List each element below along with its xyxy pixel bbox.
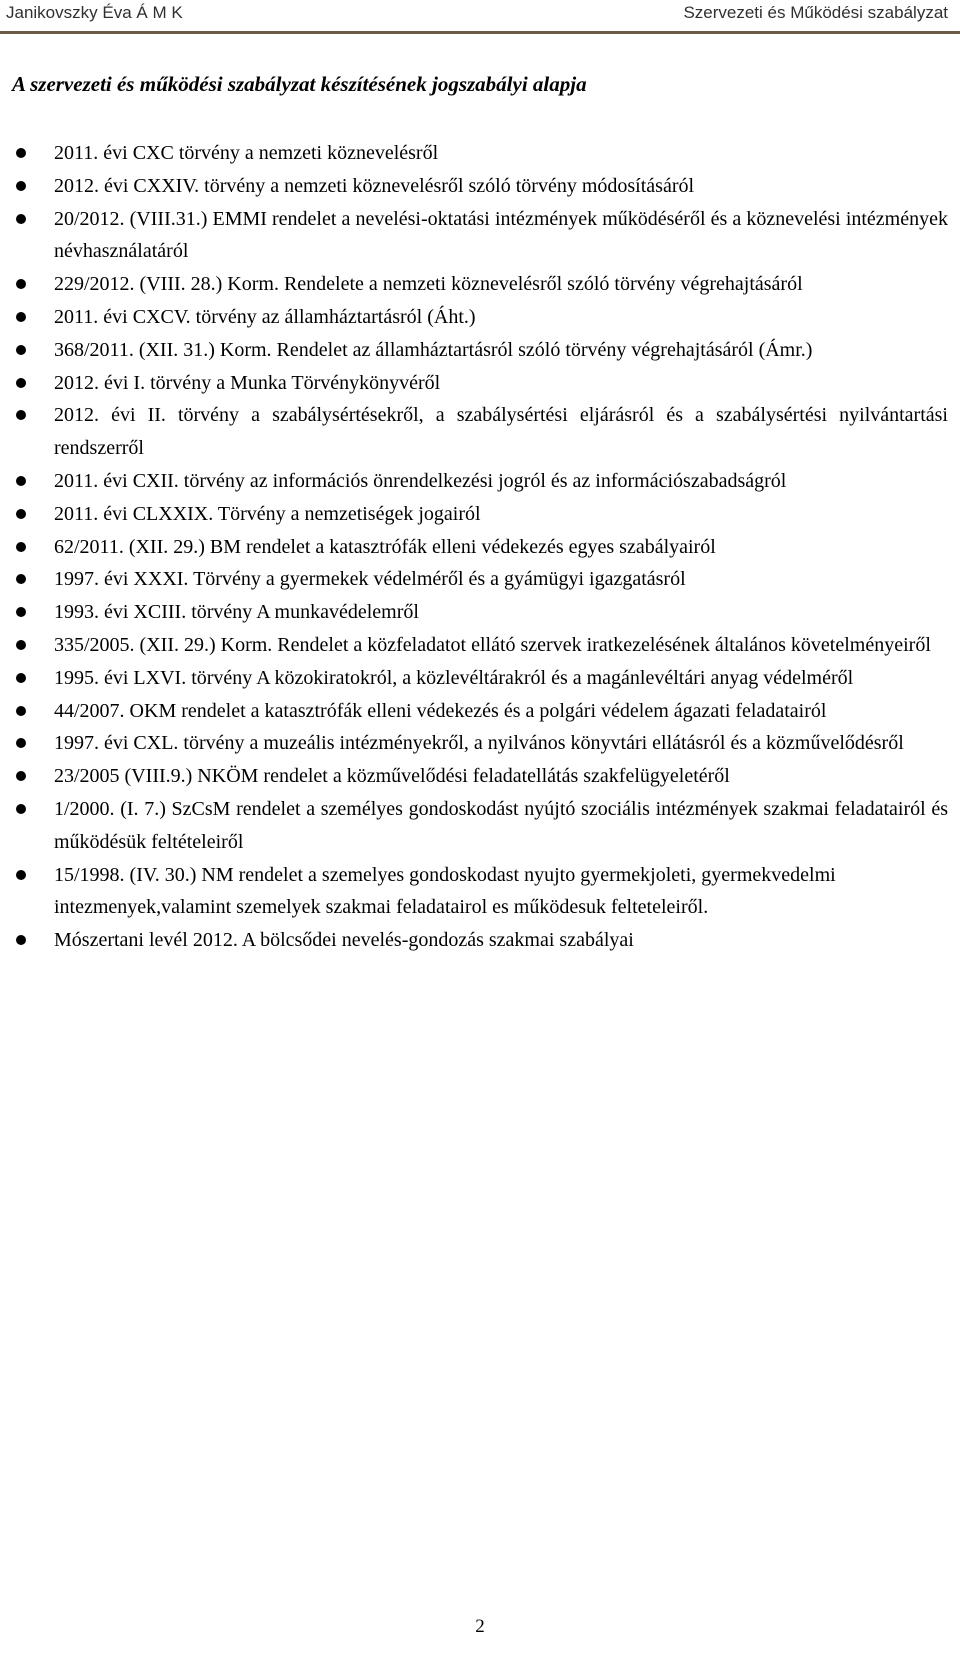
list-item — [0, 596, 960, 629]
list-item-text: Mószertani levél 2012. A bölcsődei nevelés-gondozás szakmai szabályai — [54, 929, 634, 952]
list-item-text: 2012. évi I. törvény a Munka Törvénykönyvéről — [54, 371, 441, 394]
bullet-icon — [16, 640, 26, 650]
bullet-icon — [16, 771, 26, 781]
list-item — [0, 268, 960, 301]
document-title: A szervezeti és működési szabályzat készítésének jogszabályi alapja — [12, 72, 587, 96]
list-item-text: 44/2007. OKM rendelet a katasztrófák elleni védekezés és a polgári védelem ágazati feladatairól — [54, 699, 827, 722]
list-item-text: 20/2012. (VIII.31.) EMMI rendelet a nevelési-oktatási intézmények működéséről és a köznevelési intézmények névhasználatáról — [54, 207, 948, 263]
bullet-icon — [16, 738, 26, 748]
list-item — [0, 563, 960, 596]
bullet-icon — [16, 279, 26, 289]
list-item-text: 2011. évi CXCV. törvény az államháztartásról (Áht.) — [54, 305, 476, 328]
list-item — [0, 859, 960, 925]
list-item-text: 2011. évi CXII. törvény az információs önrendelkezési jogról és az információszabadságról — [54, 469, 787, 492]
list-item-text: 368/2011. (XII. 31.) Korm. Rendelet az államháztartásról szóló törvény végrehajtásáról (Ámr.) — [54, 338, 813, 361]
bullet-icon — [16, 673, 26, 683]
bullet-icon — [16, 509, 26, 519]
list-item — [0, 924, 960, 957]
list-item — [0, 760, 960, 793]
list-item — [0, 367, 960, 400]
list-item-text: 2012. évi II. törvény a szabálysértésekről, a szabálysértési eljárásról és a szabálysértési nyilvántartási rendszerről — [54, 404, 948, 460]
bullet-icon — [16, 870, 26, 880]
list-item — [0, 170, 960, 203]
list-item-text: 62/2011. (XII. 29.) BM rendelet a katasztrófák elleni védekezés egyes szabályairól — [54, 535, 716, 558]
list-item — [0, 137, 960, 170]
bullet-icon — [16, 312, 26, 322]
list-item-text: 1995. évi LXVI. törvény A közokiratokról, a közlevéltárakról és a magánlevéltári anyag védelméről — [54, 666, 854, 689]
bullet-icon — [16, 542, 26, 552]
list-item-text: 1997. évi XXXI. Törvény a gyermekek védelméről és a gyámügyi igazgatásról — [54, 568, 686, 591]
page-header — [0, 0, 960, 34]
list-item — [0, 203, 960, 269]
bullet-icon — [16, 378, 26, 388]
list-item — [0, 465, 960, 498]
list-item-text: 15/1998. (IV. 30.) NM rendelet a szemelyes gondoskodast nyujto gyermekjoleti, gyermekvedelmi intezmenyek,valamint szemelyek szakmai feladatairol es működesuk felteteleiről. — [54, 863, 836, 919]
list-item — [0, 695, 960, 728]
bullet-icon — [16, 148, 26, 158]
list-item-text: 23/2005 (VIII.9.) NKÖM rendelet a közművelődési feladatellátás szakfelügyeletéről — [54, 765, 730, 788]
legal-basis-list — [0, 137, 960, 957]
list-item — [0, 629, 960, 662]
list-item-text: 1/2000. (I. 7.) SzCsM rendelet a személyes gondoskodást nyújtó szociális intézmények szakmai feladatairól és működésük feltételeiről — [54, 797, 948, 853]
bullet-icon — [16, 935, 26, 945]
bullet-icon — [16, 181, 26, 191]
bullet-icon — [16, 804, 26, 814]
header-author: Janikovszky Éva Á M K — [6, 3, 183, 22]
list-item — [0, 334, 960, 367]
list-item-text: 1993. évi XCIII. törvény A munkavédelemről — [54, 601, 419, 624]
list-item — [0, 662, 960, 695]
bullet-icon — [16, 706, 26, 716]
list-item-text: 2011. évi CXC törvény a nemzeti köznevelésről — [54, 142, 439, 164]
list-item — [0, 531, 960, 564]
page-number: 2 — [475, 1616, 485, 1637]
list-item-text: 229/2012. (VIII. 28.) Korm. Rendelete a nemzeti köznevelésről szóló törvény végrehajtásáról — [54, 273, 803, 296]
list-item — [0, 399, 960, 465]
bullet-icon — [16, 345, 26, 355]
bullet-icon — [16, 607, 26, 617]
bullet-icon — [16, 476, 26, 486]
list-item — [0, 301, 960, 334]
list-item-text: 2012. évi CXXIV. törvény a nemzeti köznevelésről szóló törvény módosításáról — [54, 174, 695, 197]
header-document-name: Szervezeti és Működési szabályzat — [683, 3, 948, 22]
bullet-icon — [16, 214, 26, 224]
list-item-text: 335/2005. (XII. 29.) Korm. Rendelet a közfeladatot ellátó szervek iratkezelésének általános követelményeiről — [54, 633, 931, 656]
list-item-text: 1997. évi CXL. törvény a muzeális intézményekről, a nyilvános könyvtári ellátásról és a közművelődésről — [54, 732, 904, 755]
bullet-icon — [16, 574, 26, 584]
list-item-text: 2011. évi CLXXIX. Törvény a nemzetiségek jogairól — [54, 502, 481, 525]
list-item — [0, 498, 960, 531]
list-item — [0, 793, 960, 859]
bullet-icon — [16, 410, 26, 420]
list-item — [0, 727, 960, 760]
